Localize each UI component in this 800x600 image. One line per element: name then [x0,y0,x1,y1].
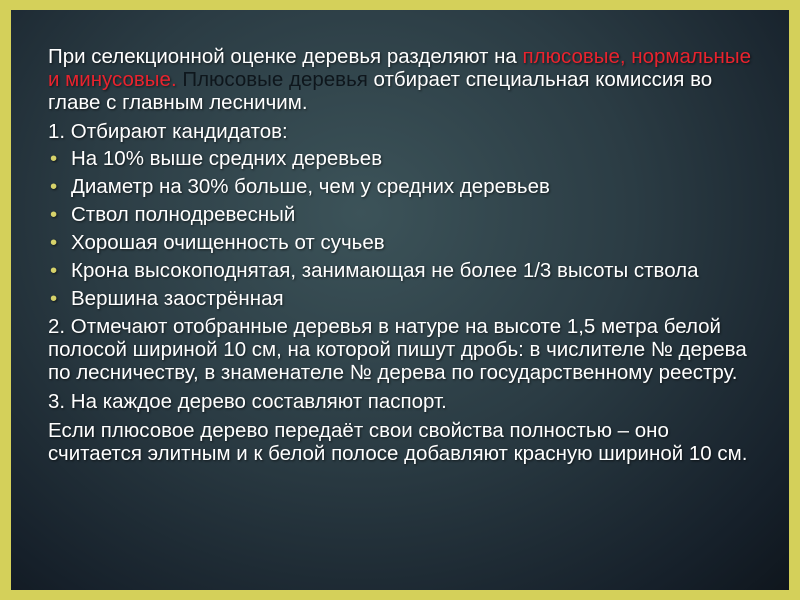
criteria-item [48,287,768,310]
criteria-item [48,147,768,170]
criteria-item [48,175,768,198]
intro-text-end: отбирает специальная комиссия во главе с главным лесничим. [48,68,713,114]
conclusion-paragraph: Если плюсовое дерево передаёт свои свойства полностью – оно считается элитным и к белой полосе добавляют красную шириной 10 см. [48,419,748,465]
bullet-icon: • [50,231,58,254]
step-2-paragraph: 2. Отмечают отобранные деревья в натуре на высоте 1,5 метра белой полосой шириной 10 см, на которой пишут дробь: в числителе № дерева по лесничеству, в знаменателе № дерева по государственному реестру. [48,315,747,384]
criteria-list [48,147,768,310]
slide-background [11,10,789,590]
criteria-text: Вершина заострённая [71,287,284,310]
slide-content [48,45,768,471]
step-1-heading: 1. Отбирают кандидатов: [48,120,288,143]
bullet-icon: • [50,287,58,310]
criteria-item [48,231,768,254]
criteria-text: Крона высокоподнятая, занимающая не более 1/3 высоты ствола [71,259,699,282]
criteria-text: На 10% выше средних деревьев [71,147,383,170]
bullet-icon: • [50,203,58,226]
intro-red-highlight: плюсовые, нормальные и минусовые. [48,45,751,91]
bullet-icon: • [50,175,58,198]
criteria-text: Хорошая очищенность от сучьев [71,231,385,254]
criteria-text: Ствол полнодревесный [71,203,296,226]
criteria-text: Диаметр на 30% больше, чем у средних деревьев [71,175,550,198]
intro-dark-highlight: Плюсовые деревья [176,68,368,91]
criteria-item [48,259,768,282]
intro-text-start: При селекционной оценке деревья разделяют на [48,45,523,68]
step-3-paragraph: 3. На каждое дерево составляют паспорт. [48,390,447,413]
bullet-icon: • [50,147,58,170]
bullet-icon: • [50,259,58,282]
criteria-item [48,203,768,226]
intro-paragraph [48,45,768,114]
